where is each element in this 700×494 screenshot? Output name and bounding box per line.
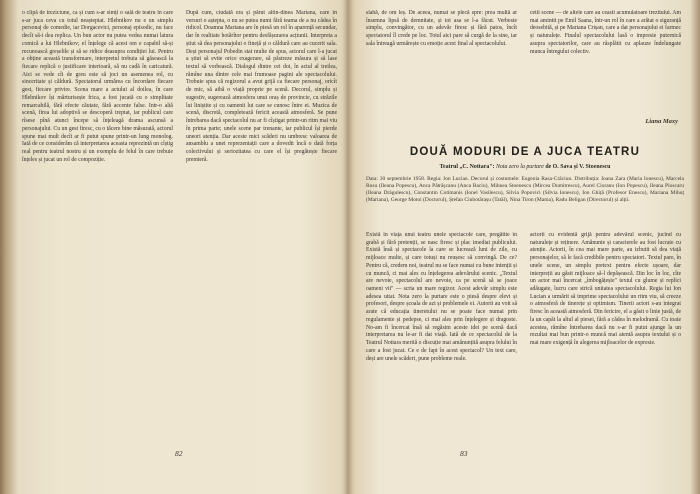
right-body-column-2-text: actorii cu evidentă grijă pentru adevărul scenic, jucînd cu naturalețe și reținere. Amănunte și caracterele au fost lucrate cu atenție. Actorii, în cea mai mare parte, au izbutit să dea viață personajelor, să le facă credibile pentru spectatori. Textul pare, în unele scene, un simplu pretext pentru efecte ușoare, dar interpreții au găsit mijloace să-l depășească. Din loc în loc, cîte un actor mai încercat „îmbogățește" textul cu glume și replici adăugate, lucru care strică unitatea spectacolului. Regia lui Ion Lucian a urmărit să imprime spectacolului un ritm viu, să creeze o atmosferă de tinerețe și optimism. Tinerii actori s-au integrat firesc în această atmosferă. Din fericire, el a găsit o linie justă, de la un capăt la altul al piesei, fără a cădea în melodramă. Cu toate acestea, rămîne întrebarea dacă nu s-ar fi putut ajunge la un rezultat mai bun printr-o muncă mai atentă asupra textului și o mai mare exigență în alegerea mijloacelor de expresie. (530, 232, 681, 347)
subtitle-theatre: Teatrul „C. Nottara": (439, 164, 495, 170)
page-number-right: 83 (460, 449, 468, 458)
right-top-column-2-text: cetii scene — de altele care au ceasti acumulatoare trezitului. Am mai amintit pe Emil Saana, într-un rol în care a arătat o siguranță deosebită, și pe Mariana Crișan, care a dat personajului ei farmec și naturalețe. Finalul spectacolului lasă o impresie puternică asupra spectatorilor, care au răsplătit cu aplauze îndelungate munca întregului colectiv. (530, 10, 681, 55)
right-page-top-column-2 (530, 10, 681, 100)
left-page (22, 10, 340, 486)
article-subtitle (366, 164, 684, 170)
author-signature: Liana Maxy (645, 118, 678, 125)
book-gutter (343, 0, 353, 494)
subtitle-authors: de O. Sava și V. Stoenescu (545, 164, 611, 170)
left-page-column-2 (186, 10, 337, 450)
article-title: DOUĂ MODURI DE A JUCA TEATRU (409, 146, 641, 158)
cast-list: Data: 30 septembrie 1958. Regia: Ion Lucian. Decorul și costumele: Eugenia Rasa-Crăciun. Distribuția: Ioana Zara (Maria Ionescu), Marcela Rusu (Ileana Popescu), Anca Pătrășcanu (Anca Baciu), Mihnea Stoenescu (Mircea Dumitrescu), Aurel Cioranu (Ion Popescu), Ileana Ploscaru (Ileana Drăgulescu), Constantin Cotimanis (Ionel Vasilescu), Silvia Popovici (Silvia Ionescu), Ion Ghiță (Profesor Enescu), Mariana Mihuț (Mariana), George Motoi (Doctorul), Ștefan Ciubotărașu (Tatăl), Nina Tiron (Mama), Radu Beligan (Directorul) și alții. (366, 176, 684, 204)
left-page-column-1 (22, 10, 173, 450)
left-column-1-text: o clipă de treziciune, ca și cum s-ar simți o sală de teatru în care s-ar juca ceva cu totul neașteptat. Hlebnikov nu e un simplu personaj de comedie, iar Dorgacevici, personaj episodic, nu face decît să-i dea replica. Un bun actor nu putea vedea numai latura comică a lui Hlebnikov; el înțelege că acest om e capabil să-și recunoască greșelile și să se ridice deasupra condiției lui. Pentru a obține această transformare, interpretul trebuia să găsească la fiecare replică o justificare interioară, să nu cadă în caricatură. Aici se vede cît de greu este să joci un asemenea rol, cu sinceritate și căldură. Spectatorul urmărea cu încordare fiecare gest, fiecare privire. Scena mare a actului al doilea, în care Hlebnikov își mărturisește frica, a fost jucată cu o simplitate remarcabilă, fără efecte căutate, fără accente false. Intr-o altă scenă, firea lui adoptivă se descoperă treptat, iar publicul care rîsese pînă atunci începe să înțeleagă drama ascunsă a personajului. Cu un gest firesc, cu o tăcere bine măsurată, actorul spune mai mult decît ar fi putut spune printr-un lung monolog. Iată de ce considerăm că interpretarea aceasta reprezintă un cîștig real pentru teatrul nostru și un exemplu de felul în care trebuie înțeles și jucat un rol de compoziție. (22, 10, 173, 163)
right-page-body-column-2 (530, 232, 681, 457)
right-page-top-column-1 (366, 10, 517, 100)
page-number-left: 82 (175, 449, 183, 458)
subtitle-play: Nota zero la purtare (495, 164, 544, 170)
right-body-column-1-text: Există în viața unui teatru unele spectacole care, pregătite în grabă și fără pretenții, se nasc firesc și plac imediat publicului. Există însă și spectacole la care se lucrează luni de zile, cu mijloace multe, și care totuși nu reușesc să convingă. De ce? Pentru că, credem noi, teatrul nu se face numai cu bune intenții și cu muncă, ci mai ales cu înțelegerea adevărului scenic. „Textul are nevoie, spectacolul are nevoie, ca pe scenă să se joace oameni vii" — scria un mare regizor. Acest adevăr simplu este adesea uitat. Nota zero la purtare este o piesă despre elevi și profesori, despre școala de azi și problemele ei. Autorii au voit să arate că educația tineretului nu se poate face numai prin regulamente și pedepse, ci mai ales prin înțelegere și dragoste. No-am fi încercat însă să regăsim aceste idei pe scenă dacă interpretarea nu le-ar fi dat viață. Iată de ce spectacolul de la Teatrul Nottara merită o discuție mai amănunțită asupra felului în care a fost jucat. Ce e de fapt în acest spectacol? Un text care, deși are unele scăderi, pune probleme reale. (366, 232, 517, 362)
right-top-column-1-text: slabă, de om leș. De aceea, numai se plecă spre: prea multă ar însemna lipsă de demnitate, și tot asa se l-a făcut. Verbeste simplu, convingător, cu un adevăr firesc și fără patos, încît spectatorul îl crede pe loc. Totul aici pare să curgă de la sine, iar sala întreagă urmărește cu emoție acest final al spectacolului. (366, 10, 517, 47)
left-column-2-text: După cum, ciudată era și părut altin-dinea Mariana, care în versuri o aștepta, o nu se putea numi fără teama de a nu cădea în ridicol. Doamna Mariana are în piesă un rol în aparență secundar, dar în realitate hotărîtor pentru desfășurarea acțiunii. Interpreta a știut să dea personajului o fineță și o căldură care au cucerit sala. Deși personajul Pobedin stat multe de spus, actorul care l-a jucat a știut să evite orice exagerare, să păstreze măsura și să lase textul să vorbească. Dialogul dintre cei doi, în actul al treilea, rămîne una dintre cele mai frumoase pagini ale spectacolului. Trebuie spus că regizorul a avut grijă ca fiecare personaj, oricît de mic, să aibă o viață proprie pe scenă. Decorul, simplu și sugestiv, sugerează atmosfera unui oraș de provincie, cu străzile lui liniștite și cu oamenii lui care se cunosc între ei. Muzica de scenă, discretă, completează fericit această atmosferă. Se pune întrebarea dacă spectacolul nu ar fi cîștigat printr-un ritm mai viu în prima parte; unele scene par trenante, iar publicul își pierde uneori atenția. Dar aceste mici scăderi nu umbresc valoarea de ansamblu a unei reprezentații care a dovedit încă o dată forța colectivului și seriozitatea cu care el își pregătește fiecare premieră. (186, 10, 337, 163)
right-page-body-column-1 (366, 232, 517, 457)
right-page (366, 10, 684, 486)
